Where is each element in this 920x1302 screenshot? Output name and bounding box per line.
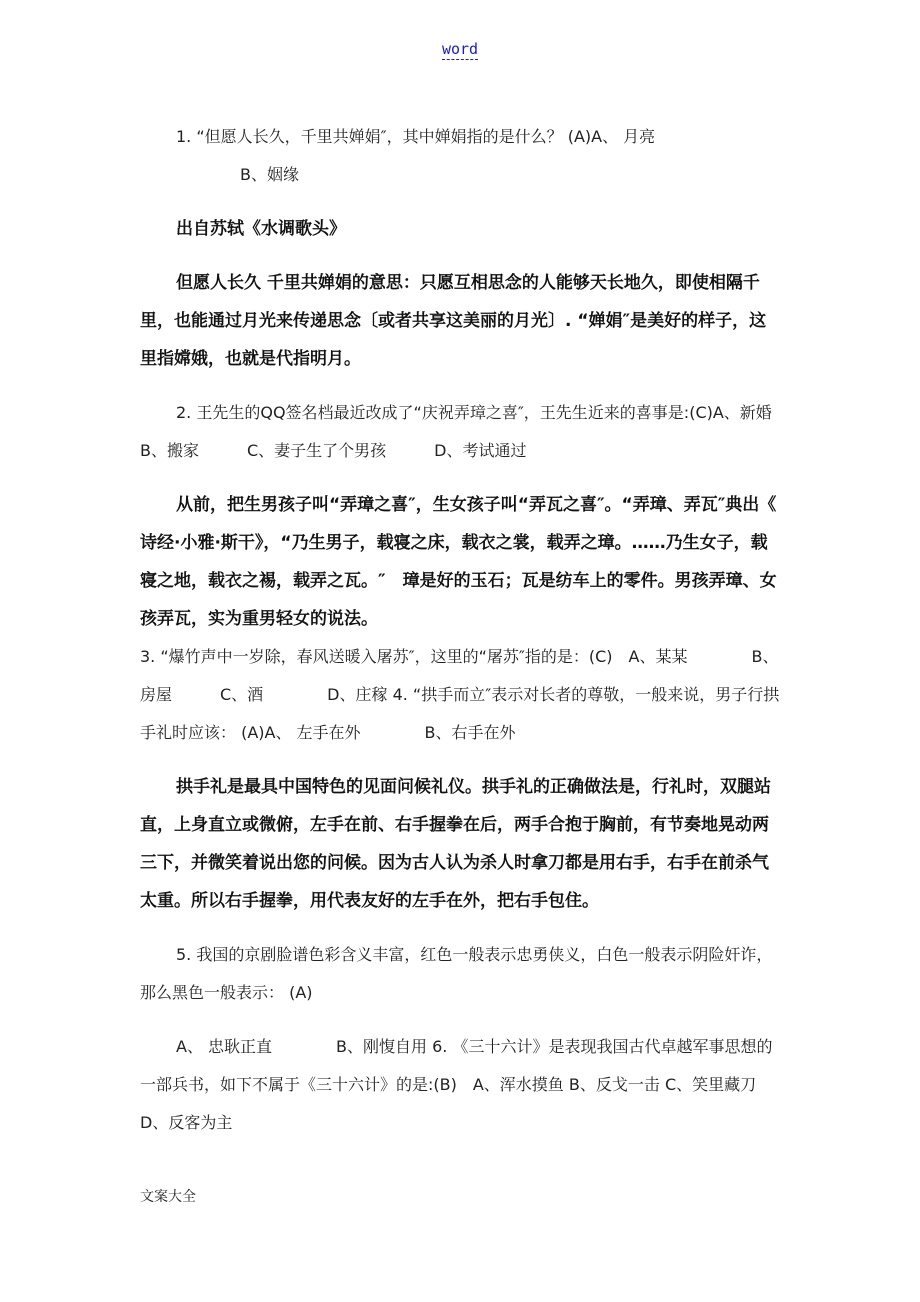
header-link-text[interactable]: word <box>441 40 479 58</box>
answer-1-explanation: 但愿人长久 千里共婵娟的意思：只愿互相思念的人能够天长地久，即使相隔千里，也能通过月光来传递思念〔或者共享这美丽的月光〕. “婵娟″是美好的样子，这里指嫦娥，也就是代指明月。 <box>140 273 767 369</box>
question-3-4: 3. “爆竹声中一岁除，春风送暖入屠苏″，这里的“屠苏″指的是：(C) A、某某 B、房屋 C、酒 D、庄稼 4. “拱手而立″表示对长者的尊敬，一般来说，男子行拱手礼时应该： (A)A、 左手在外 B、右手在外 <box>140 647 780 742</box>
question-5: 5. 我国的京剧脸谱色彩含义丰富，红色一般表示忠勇侠义，白色一般表示阴险奸诈，那么黑色一般表示： (A) <box>140 945 773 1002</box>
answer-4-explanation: 拱手礼是最具中国特色的见面问候礼仪。拱手礼的正确做法是，行礼时，双腿站直，上身直立或微俯，左手在前、右手握拳在后，两手合抱于胸前，有节奏地晃动两三下，并微笑着说出您的问候。因为古人认为杀人时拿刀都是用右手，右手在前杀气太重。所以右手握拳，用代表友好的左手在外，把右手包住。 <box>140 777 771 911</box>
answer-1-source: 出自苏轼《水调歌头》 <box>176 219 346 239</box>
answer-2-explanation: 从前，把生男孩子叫“弄璋之喜″，生女孩子叫“弄瓦之喜″。“弄璋、弄瓦″典出《 诗经·小雅·斯干》，“乃生男子，载寝之床，载衣之裳，载弄之璋。……乃生女子，载寝之地，载衣之裼，载弄之瓦。″ 璋是好的玉石；瓦是纺车上的零件。男孩弄璋、女孩弄瓦，实为重男轻女的说法。 <box>140 495 777 629</box>
footer-label: 文案大全 <box>140 1189 196 1205</box>
document-body <box>140 118 820 1142</box>
question-5-6-options: A、 忠耿正直 B、刚愎自用 6. 《三十六计》是表现我国古代卓越军事思想的一部兵书，如下不属于《三十六计》的是:(B) A、浑水摸鱼 B、反戈一击 C、笑里藏刀 D、反客为主 <box>140 1037 773 1132</box>
question-2: 2. 王先生的QQ签名档最近改成了“庆祝弄璋之喜″，王先生近来的喜事是:(C)A、新婚 B、搬家 C、妻子生了个男孩 D、考试通过 <box>140 403 820 460</box>
header-word-link[interactable] <box>0 40 920 58</box>
question-1-option-b: B、姻缘 <box>240 165 299 184</box>
question-1: 1. “但愿人长久，千里共婵娟″，其中婵娟指的是什么？ (A)A、 月亮 <box>176 127 656 146</box>
